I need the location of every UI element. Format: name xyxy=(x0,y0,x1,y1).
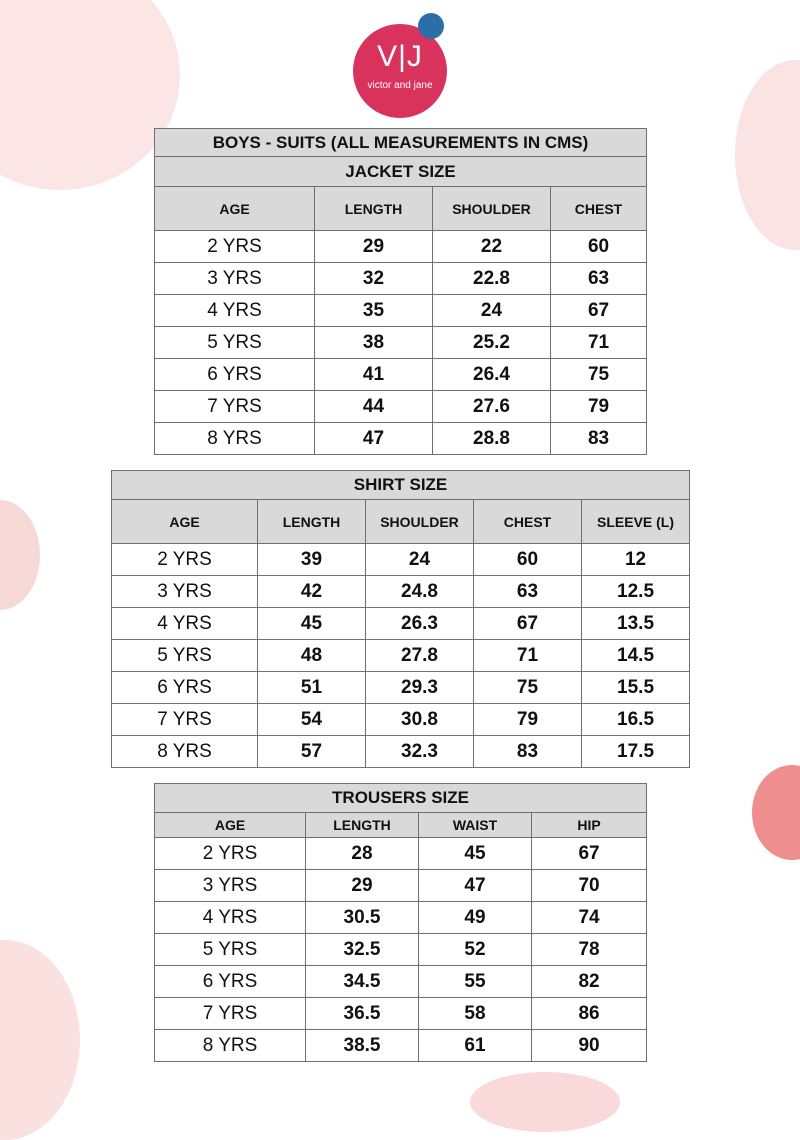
value-cell: 57 xyxy=(258,736,366,768)
value-cell: 24 xyxy=(433,295,551,327)
value-cell: 79 xyxy=(551,391,647,423)
age-cell: 7 YRS xyxy=(155,391,315,423)
age-cell: 2 YRS xyxy=(155,231,315,263)
value-cell: 15.5 xyxy=(582,672,690,704)
column-header: AGE xyxy=(112,500,258,544)
trousers-header-row xyxy=(155,813,647,838)
value-cell: 38 xyxy=(315,327,433,359)
value-cell: 67 xyxy=(551,295,647,327)
shirt-size-table xyxy=(111,470,690,768)
value-cell: 32.5 xyxy=(306,934,419,966)
column-header: HIP xyxy=(532,813,647,838)
value-cell: 90 xyxy=(532,1030,647,1062)
value-cell: 55 xyxy=(419,966,532,998)
value-cell: 29 xyxy=(315,231,433,263)
age-cell: 8 YRS xyxy=(155,1030,306,1062)
value-cell: 25.2 xyxy=(433,327,551,359)
value-cell: 63 xyxy=(551,263,647,295)
table-row xyxy=(155,838,647,870)
table-row xyxy=(155,327,647,359)
background-blob xyxy=(0,500,40,610)
value-cell: 60 xyxy=(474,544,582,576)
value-cell: 30.8 xyxy=(366,704,474,736)
value-cell: 45 xyxy=(419,838,532,870)
table-row xyxy=(155,263,647,295)
value-cell: 83 xyxy=(551,423,647,455)
trousers-size-table xyxy=(154,783,647,1062)
value-cell: 75 xyxy=(474,672,582,704)
age-cell: 5 YRS xyxy=(155,327,315,359)
value-cell: 34.5 xyxy=(306,966,419,998)
value-cell: 41 xyxy=(315,359,433,391)
value-cell: 29.3 xyxy=(366,672,474,704)
brand-name: victor and jane xyxy=(367,80,433,91)
table-row xyxy=(112,544,690,576)
shirt-title: SHIRT SIZE xyxy=(112,471,690,500)
jacket-header-row xyxy=(155,187,647,231)
value-cell: 27.6 xyxy=(433,391,551,423)
value-cell: 47 xyxy=(315,423,433,455)
value-cell: 22 xyxy=(433,231,551,263)
jacket-title: JACKET SIZE xyxy=(155,157,647,187)
age-cell: 6 YRS xyxy=(112,672,258,704)
value-cell: 60 xyxy=(551,231,647,263)
value-cell: 71 xyxy=(474,640,582,672)
table-row xyxy=(112,704,690,736)
table-row xyxy=(155,870,647,902)
age-cell: 8 YRS xyxy=(112,736,258,768)
value-cell: 17.5 xyxy=(582,736,690,768)
table-row xyxy=(155,902,647,934)
value-cell: 82 xyxy=(532,966,647,998)
jacket-size-table xyxy=(154,128,647,455)
value-cell: 12.5 xyxy=(582,576,690,608)
age-cell: 8 YRS xyxy=(155,423,315,455)
table-row xyxy=(155,295,647,327)
value-cell: 63 xyxy=(474,576,582,608)
value-cell: 27.8 xyxy=(366,640,474,672)
column-header: AGE xyxy=(155,813,306,838)
table-row xyxy=(155,423,647,455)
value-cell: 26.3 xyxy=(366,608,474,640)
value-cell: 24.8 xyxy=(366,576,474,608)
table-row xyxy=(155,934,647,966)
age-cell: 6 YRS xyxy=(155,359,315,391)
value-cell: 58 xyxy=(419,998,532,1030)
table-row xyxy=(112,672,690,704)
value-cell: 42 xyxy=(258,576,366,608)
value-cell: 36.5 xyxy=(306,998,419,1030)
value-cell: 32 xyxy=(315,263,433,295)
column-header: LENGTH xyxy=(306,813,419,838)
value-cell: 67 xyxy=(474,608,582,640)
table-row xyxy=(112,608,690,640)
age-cell: 3 YRS xyxy=(155,263,315,295)
column-header: SHOULDER xyxy=(366,500,474,544)
column-header: AGE xyxy=(155,187,315,231)
age-cell: 5 YRS xyxy=(155,934,306,966)
value-cell: 70 xyxy=(532,870,647,902)
value-cell: 61 xyxy=(419,1030,532,1062)
value-cell: 12 xyxy=(582,544,690,576)
age-cell: 3 YRS xyxy=(155,870,306,902)
trousers-title: TROUSERS SIZE xyxy=(155,784,647,813)
value-cell: 54 xyxy=(258,704,366,736)
column-header: CHEST xyxy=(551,187,647,231)
value-cell: 28 xyxy=(306,838,419,870)
background-blob xyxy=(470,1072,620,1132)
value-cell: 13.5 xyxy=(582,608,690,640)
value-cell: 78 xyxy=(532,934,647,966)
value-cell: 28.8 xyxy=(433,423,551,455)
value-cell: 29 xyxy=(306,870,419,902)
value-cell: 71 xyxy=(551,327,647,359)
background-blob xyxy=(752,765,800,860)
value-cell: 38.5 xyxy=(306,1030,419,1062)
value-cell: 52 xyxy=(419,934,532,966)
table-row xyxy=(155,359,647,391)
age-cell: 6 YRS xyxy=(155,966,306,998)
age-cell: 2 YRS xyxy=(155,838,306,870)
shirt-header-row xyxy=(112,500,690,544)
value-cell: 75 xyxy=(551,359,647,391)
background-blob xyxy=(0,940,80,1140)
table-row xyxy=(112,736,690,768)
value-cell: 51 xyxy=(258,672,366,704)
column-header: SLEEVE (L) xyxy=(582,500,690,544)
value-cell: 39 xyxy=(258,544,366,576)
brand-mark: V|J xyxy=(377,40,423,73)
value-cell: 22.8 xyxy=(433,263,551,295)
age-cell: 2 YRS xyxy=(112,544,258,576)
table-row xyxy=(112,576,690,608)
age-cell: 7 YRS xyxy=(112,704,258,736)
value-cell: 35 xyxy=(315,295,433,327)
table-row xyxy=(155,391,647,423)
value-cell: 45 xyxy=(258,608,366,640)
value-cell: 44 xyxy=(315,391,433,423)
value-cell: 49 xyxy=(419,902,532,934)
logo-dot xyxy=(418,13,444,39)
column-header: LENGTH xyxy=(258,500,366,544)
table-row xyxy=(155,998,647,1030)
column-header: CHEST xyxy=(474,500,582,544)
value-cell: 24 xyxy=(366,544,474,576)
value-cell: 86 xyxy=(532,998,647,1030)
column-header: LENGTH xyxy=(315,187,433,231)
age-cell: 3 YRS xyxy=(112,576,258,608)
value-cell: 74 xyxy=(532,902,647,934)
table-row xyxy=(155,231,647,263)
background-blob xyxy=(0,0,180,190)
column-header: SHOULDER xyxy=(433,187,551,231)
age-cell: 4 YRS xyxy=(112,608,258,640)
age-cell: 5 YRS xyxy=(112,640,258,672)
age-cell: 4 YRS xyxy=(155,295,315,327)
value-cell: 14.5 xyxy=(582,640,690,672)
background-blob xyxy=(735,60,800,250)
value-cell: 26.4 xyxy=(433,359,551,391)
value-cell: 16.5 xyxy=(582,704,690,736)
value-cell: 47 xyxy=(419,870,532,902)
value-cell: 48 xyxy=(258,640,366,672)
value-cell: 83 xyxy=(474,736,582,768)
value-cell: 32.3 xyxy=(366,736,474,768)
age-cell: 4 YRS xyxy=(155,902,306,934)
value-cell: 30.5 xyxy=(306,902,419,934)
document-title: BOYS - SUITS (ALL MEASUREMENTS IN CMS) xyxy=(155,129,647,157)
table-row xyxy=(155,1030,647,1062)
value-cell: 79 xyxy=(474,704,582,736)
value-cell: 67 xyxy=(532,838,647,870)
age-cell: 7 YRS xyxy=(155,998,306,1030)
table-row xyxy=(155,966,647,998)
column-header: WAIST xyxy=(419,813,532,838)
table-row xyxy=(112,640,690,672)
